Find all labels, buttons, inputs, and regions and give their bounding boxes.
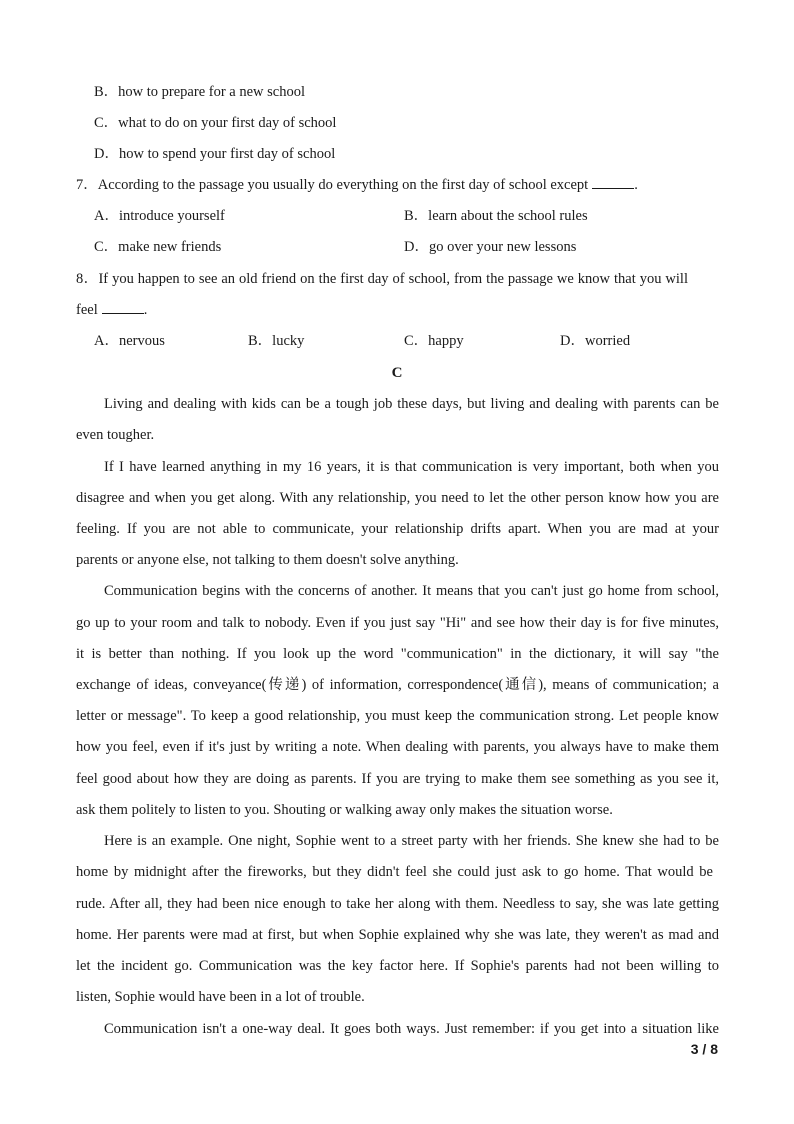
answer-blank [102,301,144,314]
passage-line: feeling. If you are not able to communicate, your relationship drifts apart. When you are mad at your [76,521,719,537]
passage-line: go up to your room and talk to nobody. Even if you just say "Hi" and see how their day is for five minutes, [76,615,719,631]
q7-option-b: B．learn about the school rules [404,208,588,224]
passage-line: parents or anyone else, not talking to them doesn't solve anything. [76,552,459,568]
q7-stem [76,176,638,194]
passage-line: Communication isn't a one-way deal. It goes both ways. Just remember: if you get into a situation like [104,1021,719,1037]
passage-line: let the incident go. Communication was the key factor here. If Sophie's parents had not been willing to [76,958,719,974]
passage-line: Here is an example. One night, Sophie went to a street party with her friends. She knew she had to be [104,833,719,849]
q7-stem-end: . [634,177,638,193]
passage-line: letter or message". To keep a good relationship, you must keep the communication strong. Let people know [76,708,719,724]
passage-line: it is better than nothing. If you look up the word "communication" in the dictionary, it will say "the [76,646,719,662]
passage-line: even tougher. [76,427,155,443]
q7-stem-text: 7．According to the passage you usually do everything on the first day of school except [76,177,589,193]
q7-option-d: D．go over your new lessons [404,239,577,255]
q8-stem: 8．If you happen to see an old friend on the first day of school, from the passage we know that you will [76,271,688,287]
passage-line: rude. After all, they had been nice enough to take her along with them. Needless to say, she was late getting [76,896,719,912]
passage-line: ask them politely to listen to you. Shouting or walking away only makes the situation worse. [76,802,613,818]
q8-option-b: B．lucky [248,333,305,349]
passage-line: home. Her parents were mad at first, but when Sophie explained why she was late, they weren't as mad and [76,927,719,943]
passage-line: feel good about how they are doing as parents. If you are trying to make them see something as you see it, [76,771,719,787]
passage-line: exchange of ideas, conveyance(传递) of information, correspondence(通信), means of communication; a [76,677,719,693]
q8-stem-line2 [76,301,147,319]
passage-line: listen, Sophie would have been in a lot of trouble. [76,989,365,1005]
passage-line: disagree and when you get along. With any relationship, you need to let the other person know how you are [76,490,719,506]
q6-option-b: B．how to prepare for a new school [94,84,305,100]
q8-stem2-text: feel [76,302,98,318]
page-number: 3 / 8 [690,1041,718,1057]
q8-stem-end: . [143,302,148,318]
passage-line: If I have learned anything in my 16 years, it is that communication is very important, both when you [104,459,719,475]
passage-line: Living and dealing with kids can be a tough job these days, but living and dealing with parents can be [104,396,719,412]
passage-line: home by midnight after the fireworks, but they didn't feel she could just ask to go home. That would be [76,864,713,880]
q6-option-d: D．how to spend your first day of school [94,146,336,162]
q7-option-a: A．introduce yourself [94,208,225,224]
q8-option-d: D．worried [560,333,631,349]
q8-option-a: A．nervous [94,333,165,349]
passage-line: how you feel, even if it's just by writing a note. When dealing with parents, you always have to make them [76,739,719,755]
section-heading: C [391,365,403,381]
q7-option-c: C．make new friends [94,239,222,255]
answer-blank [592,176,634,189]
passage-line: Communication begins with the concerns of another. It means that you can't just go home from school, [104,583,719,599]
q6-option-c: C．what to do on your first day of school [94,115,337,131]
q8-option-c: C．happy [404,333,464,349]
